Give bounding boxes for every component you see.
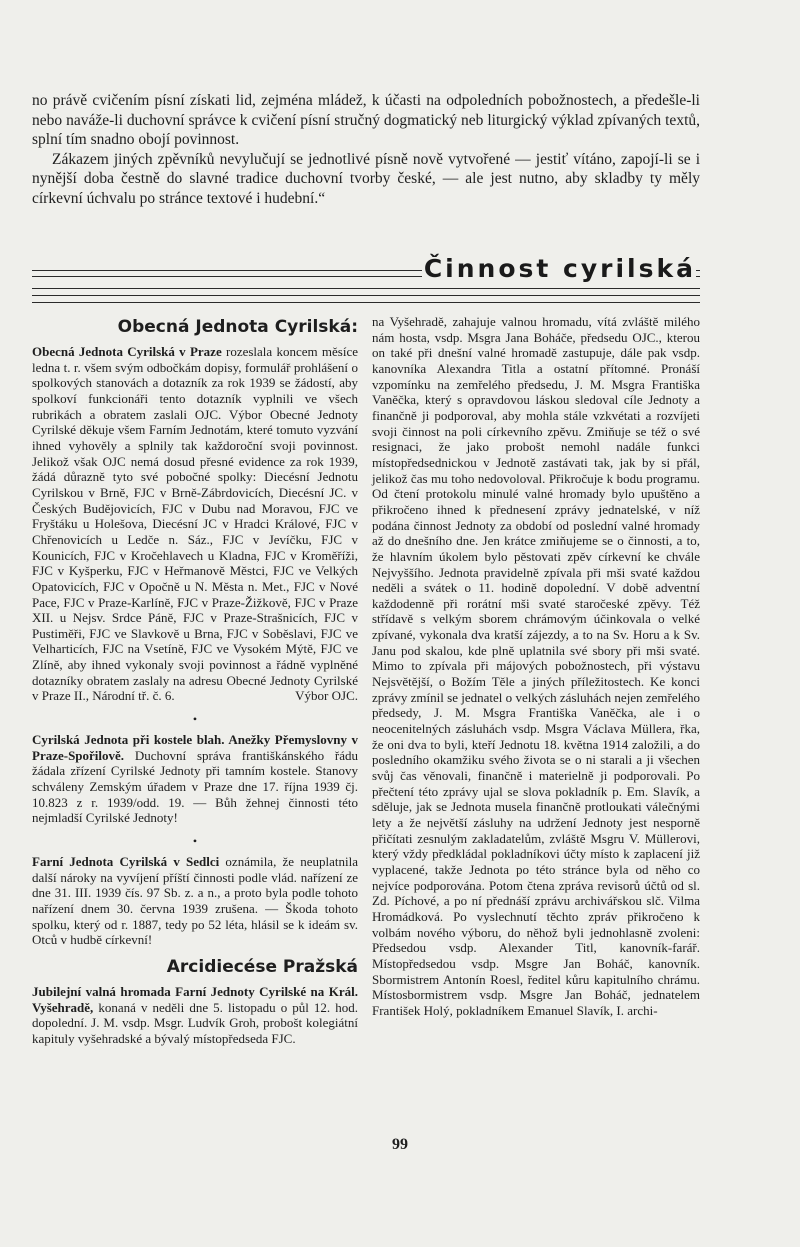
page-number: 99	[392, 1136, 408, 1153]
separator-bullet: •	[192, 834, 198, 849]
article-sporilov	[32, 732, 358, 826]
separator-bullet: •	[192, 712, 198, 727]
article-lead: Farní Jednota Cyrilská v Sedlci	[32, 854, 220, 870]
article-sedlec	[32, 854, 358, 948]
article-body: Duchovní správa františkánského řádu žádala zřízení Cyrilské Jednoty při tamním kostele. Stanovy schváleny Zemským úřadem v Praze dne 17. října 1939 čj. 10.823 z r. 1939/odd. 19. — Bůh žehnej činnosti této nejmladší Cyrilské Jednoty!	[32, 747, 358, 826]
header-rule	[32, 302, 700, 303]
article-body: rozeslala koncem měsíce ledna t. r. všem svým odbočkám dopisy, formulář prohlášení o spolkových stanovách a dotazník za rok 1939 se žádostí, aby spolkoví funkcionáři tento dotazník vyplnili ve všech rubrikách a obratem zaslali OJC. Výbor Obecné Jednoty Cyrilské děkuje všem Farním Jednotám, které tomuto vyzvání ihned vyhověly a splnily tak každoroční svoji povinnost. Jelikož však OJC nemá dosud přesné evidence za rok 1939, žádá důrazně tyto své pobočné spolky: Diecésní Jednotu Cyrilskou v Brně, FJC v Brně-Zábrdovicích, Diecésní JC. v Českých Budějovicích, FJC v Dubu nad Moravou, FJC ve Fryštáku u Holešova, Diecésní JC v Hradci Králové, FJC v Chřenovicích u Ledče n. Sáz., FJC v Jevíčku, FJC v Kounicích, FJC v Kročehlavech u Kladna, FJC v Kroměříži, FJC v Kyšperku, FJC v Heřmanově Městci, FJC ve Velkých Opatovicích, FJC v Opočně u N. Města n. Met., FJC v Nové Pace, FJC v Praze-Karlíně, FJC v Praze-Žižkově, FJC v Praze XII. u Nejsv. Srdce Páně, FJC v Praze-Strašnicích, FJC v Pustiměři, FJC ve Slavkově u Brna, FJC v Soběslavi, FJC ve Velharticích, FJC na Vsetíně, FJC ve Vysokém Mýtě, FJC ve Zlíně, aby ihned vykonaly svoji povinnost a řádně vyplněné dotazníky obratem zaslaly na adresu Obecné Jednoty Cyrilské v Praze II., Národní tř. č. 6.	[32, 344, 358, 704]
article-body: konaná v neděli dne 5. listopadu o půl 12. hod. dopolední. J. M. vsdp. Msgr. Ludvík Groh, probošt kolegiátní kapituly vyšehradské a bývalý místopředseda FJC.	[32, 999, 358, 1046]
right-column	[372, 314, 700, 1019]
heading-arcidiecese: Arcidiecése Pražská	[166, 956, 358, 977]
article-signature: Výbor OJC.	[295, 688, 358, 704]
article-body: oznámila, že neuplatnila další nároky na vyvíjení příští činnosti podle vlád. nařízení ze dne 31. III. 1939 čís. 97 Sb. z. a n., a proto byla podle tohoto nařízení dnem 30. června 1939 zrušena. — Škoda tohoto spolku, který od r. 1887, tedy po 52 léta, hlásil se k ideám sv. Otců v hudbě církevní!	[32, 854, 358, 948]
article-lead: Obecná Jednota Cyrilská v Praze	[32, 344, 222, 359]
article-obecna-jednota	[32, 344, 358, 704]
intro-paragraph-2: Zákazem jiných zpěvníků nevylučují se jednotlivé písně nově vytvořené — jestiť vítáno, zapojí-li se i nynější doba čestně do slavné tradice duchovní tvorby české, — ale jest nutno, aby skladby ty měly církevní úchvalu po stránce textové i hudební.“	[32, 150, 700, 207]
article-vysehrad	[32, 984, 358, 1047]
article-vysehrad-continued: na Vyšehradě, zahajuje valnou hromadu, vítá zvláště milého nám hosta, vsdp. Msgra Jana Boháče, předsedu OJC., kterou on také při dnešní valné hromadě zastupuje, dále pak vsdp. kanovníka Alexandra Titla a ostatní přítomné. Pronáší vzpomínku na zemřelého předsedu, J. M. Msgra Františka Vaněčka, který s opravdovou láskou sledoval cíle Jednoty a finančně ji podporoval, aby mohla stále vzkvétati a rozvíjeti svoji činnost na poli církevního zpěvu. Zmiňuje se též o své resignaci, že jako probošt nemohl nadále funkci místopředsednickou v Jednotě zastávati tak, jak by si přál, jelikož čas mu toho nedovoloval. Přikročuje k bodu programu. Od čtení protokolu minulé valné hromady bylo upuštěno a přikročeno ihned k přednesení zprávy jednatelské, v níž podána činnost Jednoty za období od poslední valné hromady až do dnešního dne. Jen krátce zmiňujeme se o činnosti, a to, že hlavním úkolem bylo pěstovati zpěv církevní ke chvále Nejvyššího. Jednota pravidelně zpívala při mši svaté každou neděli a svátek o 11. hodině dopolední. V době adventní každodenně při rorátní mši svaté staročeské zpěvy. Též střídavě s velkým sborem chrámovým účinkovala o velké zpívané, vykonala dva kratší zájezdy, a to na Sv. Horu a k Sv. Janu pod skalou, kde plně uplatnila své sbory při mši svaté. Mimo to zpívala při májových pobožnostech, při výstavu Nejsvětější, o Božím Těle a jiných příležitostech. Ke konci zprávy zmínil se jednatel o velkých zásluhách nejen zemřelého předsedy, J. M. Msgra Františka Vaněčka, ale i o neocenitelných zásluhách vsdp. Msgra Václava Müllera, řka, že oni dva to byli, kteří Jednotu 18. května 1914 založili, a do posledního okamžiku svého života se o ni starali a ji všechen svůj čas věnovali, finančně i materielně ji podporovali. Po přečtení této zprávy ujal se slova pokladník p. Em. Slavík, a sděluje, jak se Jednota musela finančně protloukati válečnými lety a že největší zásluhy na udržení Jednoty jest nesporně přičítati zesnulým zakladatelům, zvláště Msgru V. Müllerovi, který vždy předkládal pokladníkovi účty místo k zaplacení již vyplacené, takže Jednota po této stránce byla od něho co nejvíce podporována. Potom čtena zpráva revisorů účtů od sl. Zd. Píchové, a po ní přednáší zprávu archivářskou slč. Vilma Hromádková. Po vyslechnutí těchto zpráv přikročeno k volbám nového výboru, do něhož byli jednohlasně zvoleni: Předsedou vsdp. Alexander Titl, kanovník-farář. Místopředsedou vsdp. Msgre Jan Boháč, kanovník. Sbormistrem Antonín Roesl, ředitel kůru kapitulního chrámu. Místosbormistrem vsdp. Msgre Jan Boháč, jednatelem František Holý, pokladníkem Emanuel Slavík, I. archi-	[372, 314, 700, 1018]
intro-text	[32, 91, 700, 208]
article-lead: Jubilejní valná hromada Farní Jednoty Cyrilské na Král. Vyšehradě,	[32, 983, 358, 1015]
left-column	[32, 314, 358, 1047]
heading-obecna-jednota: Obecná Jednota Cyrilská:	[117, 317, 358, 337]
section-title: Činnost cyrilská	[423, 254, 696, 283]
header-rule	[32, 295, 700, 296]
article-lead: Cyrilská Jednota při kostele blah. Anežky Přemyslovny v Praze-Spořilově.	[32, 732, 358, 763]
intro-paragraph-1: no právě cvičením písní získati lid, zejména mládež, k účasti na odpoledních pobožnostech, a předešle-li nebo naváže-li duchovní správce k cvičení písní stručný dogmatický neb liturgický výklad zpívaných textů, splní tím snadno obojí povinnost.	[32, 92, 700, 148]
header-rule	[32, 288, 700, 289]
section-header	[32, 250, 700, 312]
